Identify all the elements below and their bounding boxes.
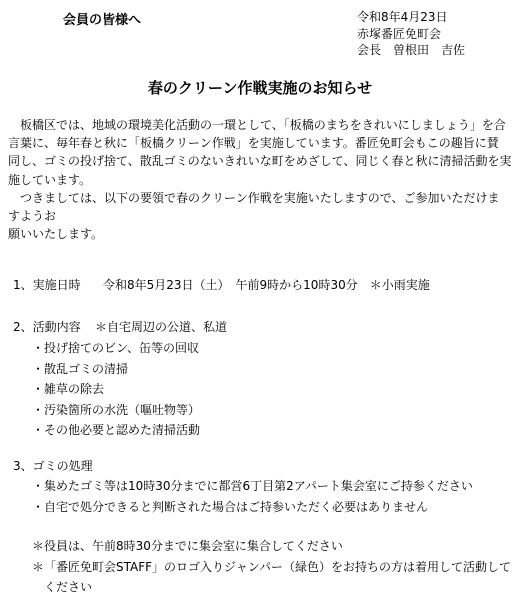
- intro-line: 板橋区では、地域の環境美化活動の一環として、「板橋のまちをきれいにしましょう」を合: [8, 118, 506, 132]
- list-item: ・雑草の除去: [32, 382, 105, 396]
- list-item: ・投げ捨てのビン、缶等の回収: [32, 341, 200, 355]
- list-item: ・汚染箇所の水洗（嘔吐物等）: [32, 402, 201, 417]
- intro-line: 同し、ゴミの投げ捨て、散乱ゴミのないきれいな町をめざして、同じく春と秋に清掃活動を実: [8, 154, 512, 169]
- section1-heading: 1、実施日時: [13, 278, 81, 292]
- note-line: ＊「番匠免町会STAFF」のロゴ入りジャンパー（緑色）をお持ちの方は着用して活動して: [32, 559, 511, 574]
- association-name: 赤塚番匠免町会: [357, 26, 442, 41]
- section3-heading: 3、ゴミの処理: [13, 459, 93, 473]
- note-line: ください: [32, 580, 93, 594]
- list-item: ・自宅で処分できると判断された場合はご持参いただく必要はありません: [32, 500, 429, 514]
- intro-paragraph: [8, 116, 512, 243]
- intro-line: 施しています。: [8, 172, 92, 187]
- section2-heading: 2、活動内容: [13, 320, 81, 334]
- intro-line: すようお: [8, 209, 57, 224]
- section1-detail: 令和8年5月23日（土） 午前9時から10時30分 ＊小雨実施: [103, 278, 430, 292]
- section2-detail: ＊自宅周辺の公道、私道: [95, 320, 228, 334]
- intro-line: 願いいたします。: [8, 227, 104, 242]
- date: 令和8年4月23日: [357, 10, 448, 24]
- garbage-list: [32, 476, 473, 518]
- intro-line: つきましては、以下の要領で春のクリーン作戦を実施いたしますので、ご参加いただけま: [8, 190, 500, 205]
- list-item: ・その他必要と認めた清掃活動: [32, 423, 201, 437]
- intro-line: 言葉に、毎年春と秋に「板橋クリーン作戦」を実施しています。番匠免町会もこの趣旨に賛: [8, 136, 499, 151]
- addressee: 会員の皆様へ: [63, 13, 142, 28]
- list-item: ・散乱ゴミの清掃: [32, 361, 129, 376]
- chair-name: 会長 曽根田 吉佐: [357, 43, 466, 57]
- sender-block: [357, 9, 465, 59]
- list-item: ・集めたゴミ等は10時30分までに都営6丁目第2アパート集会室にご持参ください: [32, 479, 473, 493]
- activity-list: [32, 338, 200, 441]
- page-title: 春のクリーン作戦実施のお知らせ: [147, 79, 373, 97]
- note-line: ＊役員は、午前8時30分までに集会室に集合してください: [32, 539, 343, 553]
- notes: [32, 536, 511, 598]
